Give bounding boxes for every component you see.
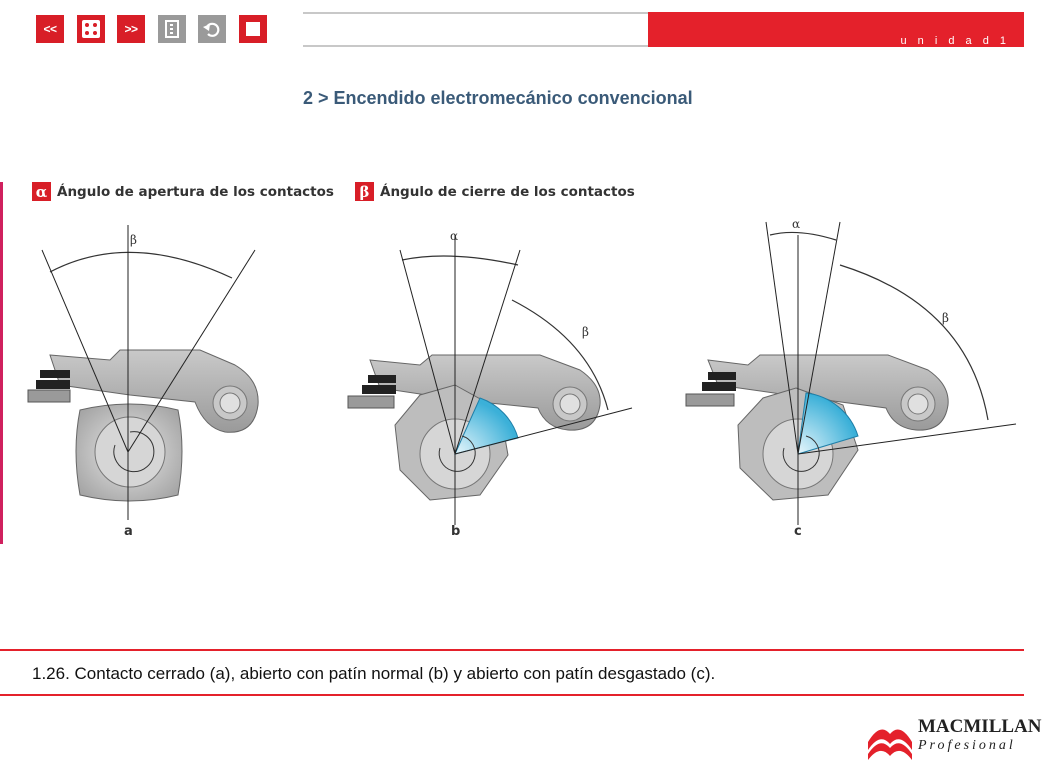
previous-button[interactable]: << [36,15,64,43]
list-icon [163,19,181,39]
legend-beta [355,182,635,201]
left-accent-bar [0,182,3,544]
page-title: 2 > Encendido electromecánico convencional [303,88,693,108]
stop-icon [246,22,260,36]
caption-rule-top [0,649,1024,651]
legend-alpha [32,182,334,201]
logo-subtitle: Profesional [918,738,1016,753]
header-rule-bottom [303,45,648,47]
alpha-symbol: α [32,182,51,201]
logo-mark-icon [866,716,914,762]
header-rule-top [303,12,648,14]
next-button[interactable]: >> [117,15,145,43]
beta-symbol: β [355,182,374,201]
diagram-a [20,210,280,540]
diagram-c-alpha: α [792,217,801,231]
diagram-b-alpha: α [450,229,459,243]
diagram-b [340,210,640,540]
unit-band [648,12,1024,47]
index-button[interactable] [77,15,105,43]
alpha-label: Ángulo de apertura de los contactos [57,183,334,200]
diagram-c-letter: c [794,524,802,539]
figure-caption: 1.26. Contacto cerrado (a), abierto con patín normal (b) y abierto con patín desgastado (c). [32,664,716,683]
dice-icon [81,19,101,39]
diagram-c-beta: β [942,311,949,325]
diagram-a-beta: β [130,233,137,247]
diagram-c [678,210,1018,540]
contents-button[interactable] [158,15,186,43]
diagram-b-letter: b [451,524,461,539]
macmillan-logo [866,716,1042,762]
logo-name: MACMILLAN [918,716,1042,737]
diagram-b-beta: β [582,325,589,339]
unit-label: u n i d a d 1 [900,35,1010,47]
caption-rule-bottom [0,694,1024,696]
undo-icon [202,19,222,39]
diagram-a-letter: a [124,524,133,539]
beta-label: Ángulo de cierre de los contactos [380,183,635,200]
back-button[interactable] [198,15,226,43]
exit-button[interactable] [239,15,267,43]
